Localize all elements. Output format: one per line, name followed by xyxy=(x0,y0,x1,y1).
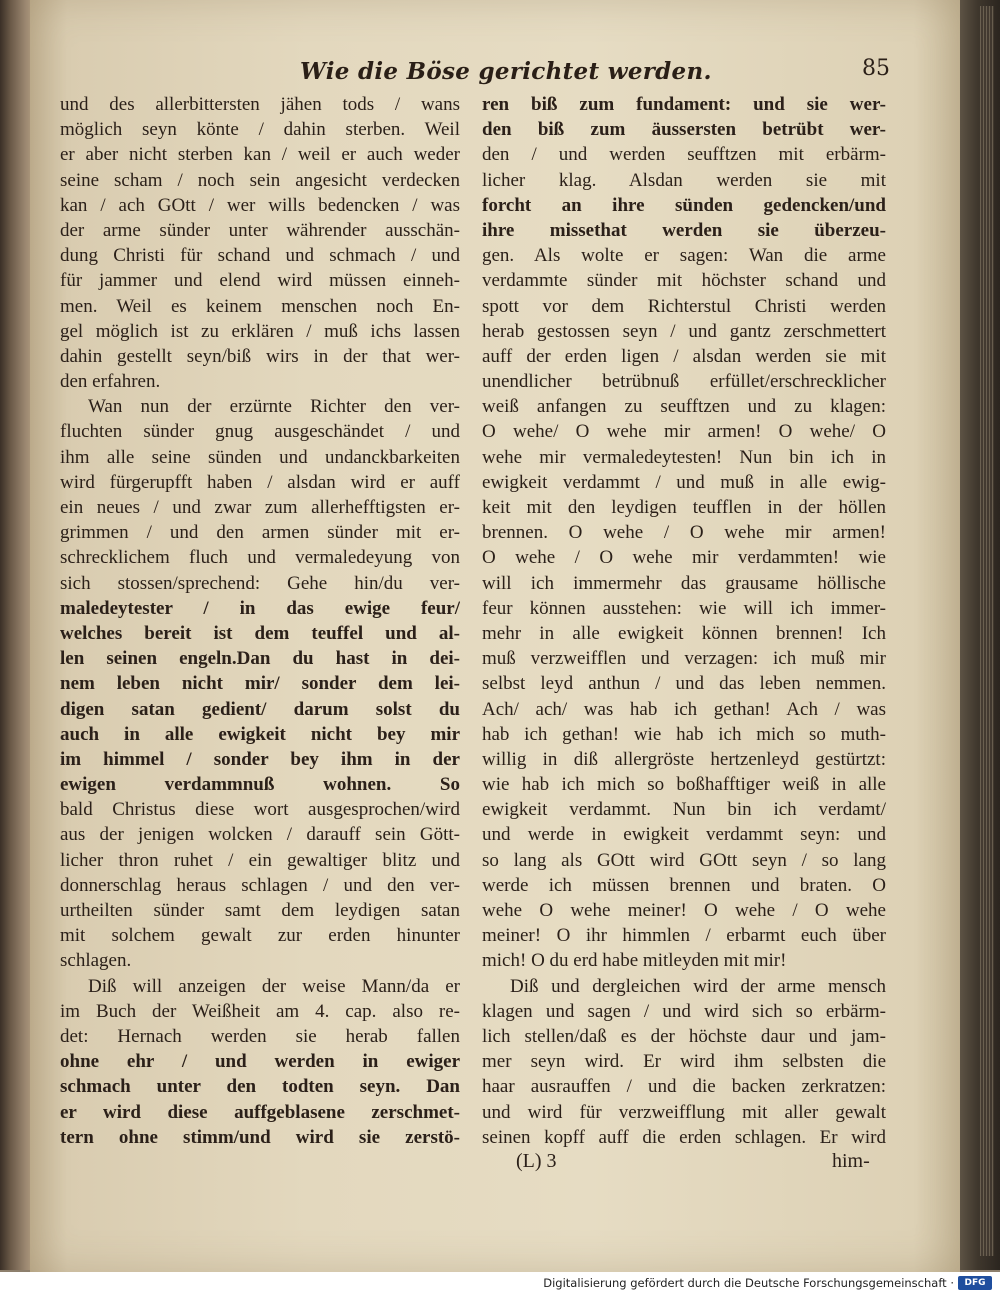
text-line: wehe O wehe meiner! O wehe / O wehe xyxy=(482,900,886,921)
right-text-column xyxy=(482,92,886,1150)
catchword: him- xyxy=(832,1150,870,1172)
text-line: selbst leyd anthun / und das leben nemmen. xyxy=(482,673,886,695)
text-line: mich! O du erd habe mitleyden mit mir! xyxy=(482,950,787,972)
dfg-logo: DFG xyxy=(958,1276,992,1290)
text-line: urtheilten sünder samt dem leydigen satan xyxy=(60,900,460,921)
text-line: werde ich müssen brennen und braten. O xyxy=(482,874,886,896)
text-line: im himmel / sonder bey ihm in der xyxy=(60,748,460,770)
text-line: möglich seyn könte / dahin sterben. Weil xyxy=(60,119,460,141)
text-line: forcht an ihre sünden gedencken/und xyxy=(482,194,886,216)
text-line: kan / ach GOtt / wer wills bedencken / was xyxy=(60,194,460,216)
text-line: und wird für verzweifflung mit aller gewalt xyxy=(482,1101,886,1123)
text-line: den biß zum äussersten betrübt wer- xyxy=(482,119,886,141)
text-line: will ich immermehr das grausame höllische xyxy=(482,572,886,594)
text-line: ohne ehr / und werden in ewiger xyxy=(60,1051,460,1073)
text-line: den erfahren. xyxy=(60,371,161,393)
text-line: ein neues / und zwar zum allerhefftigsten er- xyxy=(60,497,460,518)
text-line: meiner! O ihr himmlen / erbarmt euch über xyxy=(482,925,886,947)
text-line: len seinen engeln.Dan du hast in dei- xyxy=(60,648,460,670)
text-line: auch in alle ewigkeit nicht bey mir xyxy=(60,723,460,745)
text-line: so lang als GOtt wird GOtt seyn / so lang xyxy=(482,849,886,871)
text-line: men. Weil es keinem menschen noch En- xyxy=(60,295,460,317)
left-text-column xyxy=(60,92,460,1150)
text-line: lich stellen/daß es der höchste daur und jam- xyxy=(482,1025,886,1047)
text-line: haar ausrauffen / und die backen zerkratzen: xyxy=(482,1076,886,1098)
text-line: mer seyn wird. Er wird ihm selbsten die xyxy=(482,1051,886,1073)
text-line: schrecklichem fluch und vermaledeyung von xyxy=(60,547,460,569)
text-line: seine scham / noch sein angesicht verdecken xyxy=(60,169,460,191)
text-line: den / und werden seufftzen mit erbärm- xyxy=(482,144,886,166)
text-line: der arme sünder unter währender ausschän- xyxy=(60,219,460,241)
text-line: und des allerbittersten jähen tods / wans xyxy=(60,94,460,115)
text-line: welches bereit ist dem teuffel und al- xyxy=(60,622,460,644)
text-line: feur können ausstehen: wie will ich immer- xyxy=(482,597,886,619)
text-line: O wehe/ O wehe mir armen! O wehe/ O xyxy=(482,421,886,443)
text-line: spott vor dem Richterstul Christi werden xyxy=(482,295,886,317)
text-line: ewigkeit verdammt. Nun bin ich verdamt/ xyxy=(482,799,886,821)
text-line: wie hab ich mich so boßhafftiger weiß in alle xyxy=(482,774,886,796)
text-line: tern ohne stimm/und wird sie zerstö- xyxy=(60,1126,460,1148)
running-head-title: Wie die Böse gerichtet werden. xyxy=(300,58,712,85)
text-line: donnerschlag heraus schlagen / und den ver- xyxy=(60,874,460,896)
text-line: muß verzweifflen und verzagen: ich muß mir xyxy=(482,648,886,670)
text-line: licher thron ruhet / ein gewaltiger blitz und xyxy=(60,849,460,871)
text-line: Diß und dergleichen wird der arme mensch xyxy=(510,975,886,997)
text-line: unendlicher betrübnuß erfüllet/erschrecklicher xyxy=(482,371,886,393)
text-line: bald Christus diese wort ausgesprochen/wird xyxy=(60,799,460,821)
text-line: mit solchem gewalt zur erden hinunter xyxy=(60,925,460,947)
text-line: grimmen / und den armen sünder mit er- xyxy=(60,522,460,544)
text-line: herab gestossen seyn / und gantz zerschmettert xyxy=(482,320,886,342)
text-line: Ach/ ach/ was hab ich gethan! Ach / was xyxy=(482,698,886,720)
text-line: er wird diese auffgeblasene zerschmet- xyxy=(60,1101,460,1123)
text-line: verdammte sünder mit höchster schand und xyxy=(482,270,886,292)
text-line: klagen und sagen / und wird sich so erbärm- xyxy=(482,1000,886,1022)
page-number: 85 xyxy=(862,56,890,81)
text-line: auff der erden ligen / alsdan werden sie mit xyxy=(482,345,886,367)
text-line: licher klag. Alsdan werden sie mit xyxy=(482,169,886,191)
text-line: im Buch der Weißheit am 4. cap. also re- xyxy=(60,1000,460,1022)
text-line: mehr in alle ewigkeit können brennen! Ich xyxy=(482,622,886,644)
text-line: aus der jenigen wolcken / darauff sein Gött- xyxy=(60,824,460,846)
text-line: gel möglich ist zu erklären / muß ichs lassen xyxy=(60,320,460,342)
text-line: weiß anfangen zu seufftzen und zu klagen: xyxy=(482,396,886,418)
page-strips xyxy=(980,6,994,1256)
text-line: hab ich gethan! wie hab ich mich so muth- xyxy=(482,723,886,745)
text-line: gen. Als wolte er sagen: Wan die arme xyxy=(482,245,886,267)
text-line: er aber nicht sterben kan / weil er auch weder xyxy=(60,144,460,166)
text-line: det: Hernach werden sie herab fallen xyxy=(60,1025,460,1047)
text-line: O wehe / O wehe mir verdammten! wie xyxy=(482,547,886,569)
text-line: ewigen verdammnuß wohnen. So xyxy=(60,774,460,796)
text-line: seinen kopff auff die erden schlagen. Er wird xyxy=(482,1126,886,1148)
footer-credit: Digitalisierung gefördert durch die Deutsche Forschungsgemeinschaft · xyxy=(543,1276,954,1290)
text-line: Wan nun der erzürnte Richter den ver- xyxy=(88,396,460,418)
text-line: nem leben nicht mir/ sonder dem lei- xyxy=(60,673,460,695)
text-line: maledeytester / in das ewige feur/ xyxy=(60,597,460,619)
text-line: fluchten sünder gnug ausgeschändet / und xyxy=(60,421,460,443)
text-line: ren biß zum fundament: und sie wer- xyxy=(482,94,886,115)
text-line: Diß will anzeigen der weise Mann/da er xyxy=(88,975,460,997)
text-line: ihre missethat werden sie überzeu- xyxy=(482,219,886,241)
text-line: und werde in ewigkeit verdammt seyn: und xyxy=(482,824,886,846)
text-line: für jammer und elend wird müssen einneh- xyxy=(60,270,460,292)
text-line: keit mit den leydigen teufflen in der höllen xyxy=(482,497,886,518)
text-line: schmach unter den todten seyn. Dan xyxy=(60,1076,460,1098)
text-line: sich stossen/sprechend: Gehe hin/du ver- xyxy=(60,572,460,594)
text-line: willig in diß allergröste hertzenleyd gestürtzt: xyxy=(482,748,886,770)
text-line: digen satan gedient/ darum solst du xyxy=(60,698,460,720)
text-line: dahin gestellt seyn/biß wirs in der that wer- xyxy=(60,345,460,367)
text-line: brennen. O wehe / O wehe mir armen! xyxy=(482,522,886,544)
text-line: schlagen. xyxy=(60,950,132,972)
text-line: ewigkeit verdammt / und muß in alle ewig- xyxy=(482,471,886,493)
text-line: wird fürgerupfft haben / alsdan wird er auff xyxy=(60,471,460,493)
digitization-footer xyxy=(0,1272,1000,1295)
running-head xyxy=(270,52,890,88)
text-line: ihm alle seine sünden und undanckbarkeiten xyxy=(60,446,460,468)
printer-signature: (L) 3 xyxy=(516,1150,557,1172)
text-line: wehe mir vermaledeytesten! Nun bin ich in xyxy=(482,446,886,468)
text-line: dung Christi für schand und schmach / und xyxy=(60,245,460,267)
